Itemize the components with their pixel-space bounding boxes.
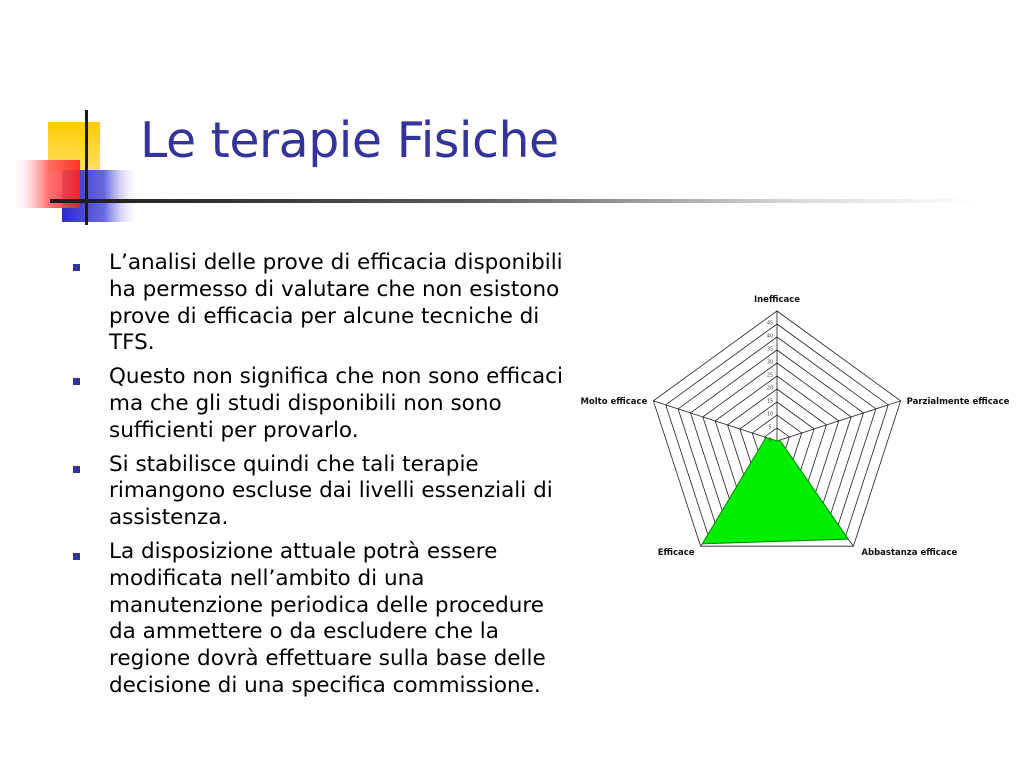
- tick-label: 30: [766, 359, 774, 366]
- bullet-item: [72, 364, 572, 444]
- logo-blue-square: [62, 170, 140, 222]
- tick-label: 0: [768, 437, 772, 444]
- axis-label: Parzialmente efficace: [906, 396, 1010, 407]
- bullet-square-icon: [73, 378, 80, 385]
- bullet-item: [72, 539, 572, 700]
- tick-label: 35: [766, 346, 774, 353]
- slide-title: Le terapie Fisiche: [140, 112, 559, 169]
- tick-label: 20: [766, 385, 774, 392]
- tick-label: 15: [766, 398, 774, 405]
- title-underline: [50, 199, 980, 203]
- tick-label: 5: [768, 424, 772, 431]
- bullet-text: La disposizione attuale potrà essere modificata nell’ambito di una manutenzione periodica delle procedure da ammettere o da escludere che la regione dovrà effettuare sulla base delle decisione di una specifica commissione.: [109, 538, 546, 698]
- radar-chart: [565, 285, 1024, 560]
- axis-label: Molto efficace: [580, 396, 648, 407]
- tick-label: 45: [766, 320, 774, 327]
- bullet-item: [72, 250, 572, 357]
- bullet-square-icon: [73, 466, 80, 473]
- bullet-item: [72, 452, 572, 532]
- logo-vertical-bar: [85, 110, 88, 225]
- logo-yellow-square: [48, 122, 100, 172]
- bullet-text: L’analisi delle prove di efficacia disponibili ha permesso di valutare che non esistono prove di efficacia per alcune tecniche di TFS.: [109, 250, 563, 356]
- tick-label: 25: [766, 372, 774, 379]
- axis-label: Inefficace: [753, 295, 801, 305]
- bullet-square-icon: [73, 553, 80, 560]
- bullet-list: [72, 250, 572, 707]
- bullet-text: Si stabilisce quindi che tali terapie rimangono escluse dai livelli essenziali di assistenza.: [109, 451, 553, 531]
- axis-label: Abbastanza efficace: [861, 548, 958, 559]
- axis-label: Efficace: [657, 548, 695, 559]
- tick-label: 40: [766, 333, 774, 340]
- tick-label: 10: [766, 411, 774, 418]
- bullet-text: Questo non significa che non sono efficaci ma che gli studi disponibili non sono sufficienti per provarlo.: [109, 364, 563, 443]
- bullet-square-icon: [73, 264, 80, 271]
